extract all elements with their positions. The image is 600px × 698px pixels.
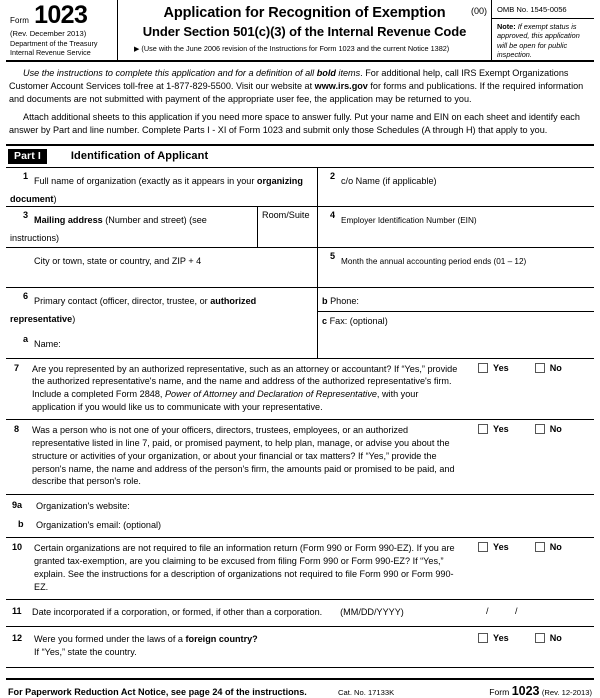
irs-website-text: www.irs.gov xyxy=(314,80,368,91)
line-7-text-italic: Power of Attorney and Declaration of Representative xyxy=(164,388,377,399)
line-7-yes-choice[interactable] xyxy=(478,363,509,373)
department-line-1: Department of the Treasury xyxy=(10,38,98,48)
intro-p1-part-a: Use the instructions to complete this application and for a definition of all xyxy=(23,68,317,78)
footer-form-identity xyxy=(443,684,594,698)
line-12-no-checkbox[interactable] xyxy=(535,633,545,643)
line-1-cell[interactable] xyxy=(6,168,318,206)
line-11-slash-1: / xyxy=(486,606,489,617)
line-7-yes-checkbox[interactable] xyxy=(478,363,488,373)
line-12-yes-label: Yes xyxy=(493,633,509,644)
line-6b-phone-cell[interactable] xyxy=(318,288,594,312)
line-1-number: 1 xyxy=(22,170,28,181)
line-7-no-checkbox[interactable] xyxy=(535,363,545,373)
line-2-label: c/o Name (if applicable) xyxy=(341,175,437,186)
room-suite-cell[interactable] xyxy=(258,207,318,247)
omb-number: OMB No. 1545-0056 xyxy=(492,0,594,19)
right-triangle-icon: ▶ xyxy=(134,46,140,54)
line-1-label xyxy=(10,176,303,204)
line-5-number: 5 xyxy=(329,250,335,261)
line-6b-letter: b xyxy=(322,295,328,306)
city-line-cell[interactable] xyxy=(6,248,318,287)
masthead-form-identity xyxy=(6,0,118,60)
line-6a-letter: a xyxy=(22,333,28,344)
form-masthead xyxy=(6,0,594,62)
line-8-yes-choice[interactable] xyxy=(478,424,509,434)
note-text: If exempt status is approved, this application will be open for public inspection. xyxy=(497,22,580,60)
line-6-label xyxy=(10,296,256,324)
line-11-text: Date incorporated if a corporation, or formed, if other than a corporation. xyxy=(32,607,323,618)
part-tag: Part I xyxy=(8,149,47,164)
line-9b-number: b xyxy=(18,519,24,530)
line-6-heading xyxy=(10,291,313,327)
intro-p1-part-b: items xyxy=(335,68,361,78)
line-12-yes-choice[interactable] xyxy=(478,633,509,643)
row-line-9a[interactable] xyxy=(6,495,594,517)
line-8-yes-label: Yes xyxy=(493,424,509,435)
line-10-yes-label: Yes xyxy=(493,542,509,553)
public-inspection-note xyxy=(492,19,594,60)
line-2-cell[interactable] xyxy=(318,168,594,206)
use-with-text: (Use with the June 2006 revision of the Instructions for Form 1023 and the current Notice 1382) xyxy=(141,44,450,54)
intro-p1-bold: bold xyxy=(316,68,336,78)
row-line-8 xyxy=(6,420,594,495)
part-title: Identification of Applicant xyxy=(70,150,209,163)
line-12-no-label: No xyxy=(549,633,562,644)
row-line-11[interactable] xyxy=(6,600,594,627)
line-3-label xyxy=(10,215,207,243)
line-3-number: 3 xyxy=(22,209,28,220)
line-6b-label: Phone: xyxy=(330,295,359,306)
line-6c-fax-cell[interactable] xyxy=(318,312,594,330)
line-12-text-bold: foreign country? xyxy=(185,634,258,645)
line-3-cell[interactable] xyxy=(6,207,258,247)
line-3-label-rest: (Number and street) (see instructions) xyxy=(10,214,207,243)
line-12-yes-no-group xyxy=(472,633,590,643)
line-8-yes-no-group xyxy=(472,424,590,434)
masthead-omb-block xyxy=(492,0,594,60)
note-label: Note: xyxy=(497,22,516,31)
line-10-yes-no-group xyxy=(472,542,590,552)
row-line-10 xyxy=(6,538,594,600)
line-8-text: Was a person who is not one of your officers, directors, trustees, employees, or an authorized representative listed in line 7, paid, or promised payment, to help plan, manage, or advise you about the structure or activities of your organization, or about your financial or tax matters? If “Yes,” provide the person's name, the name and address of the person's firm, the amounts paid or promised to be paid, and describe that person's role. xyxy=(32,425,455,487)
line-1-label-a: Full name of organization (exactly as it appears in your xyxy=(34,175,257,186)
footer-form-number: 1023 xyxy=(511,683,540,698)
intro-p1-part-d: for forms and publications. If the required information and documents are not submitted with payment of the appropriate user fee, the application may be returned to you. xyxy=(9,80,584,104)
row-line-6 xyxy=(6,288,594,359)
catalog-number: Cat. No. 17133K xyxy=(338,687,395,697)
line-8-yes-checkbox[interactable] xyxy=(478,424,488,434)
form-subtitle: Under Section 501(c)(3) of the Internal Revenue Code xyxy=(142,23,467,39)
line-11-slash-2: / xyxy=(515,606,518,617)
line-1-label-b: ) xyxy=(53,193,57,204)
form-number-line xyxy=(10,3,113,28)
line-10-number: 10 xyxy=(12,542,23,553)
line-12-yes-checkbox[interactable] xyxy=(478,633,488,643)
line-6a-name-row[interactable] xyxy=(10,334,313,352)
line-8-number: 8 xyxy=(14,424,20,435)
line-4-label: Employer Identification Number (EIN) xyxy=(341,215,477,225)
part-i-header xyxy=(6,144,594,168)
form-title: Application for Recognition of Exemption xyxy=(163,5,446,21)
paperwork-reduction-notice: For Paperwork Reduction Act Notice, see page 24 of the instructions. xyxy=(8,686,307,697)
line-7-text-b: , with your application if you would like us to communicate with your representative. xyxy=(32,388,419,412)
line-12-text-b: If “Yes,” state the country. xyxy=(34,647,137,658)
room-suite-label: Room/Suite xyxy=(262,209,310,220)
use-with-note xyxy=(122,44,487,53)
line-12-text-a: Were you formed under the laws of a xyxy=(34,634,186,645)
line-9a-number: 9a xyxy=(12,500,23,510)
form-word-label: Form xyxy=(10,16,30,25)
form-code: (00) xyxy=(470,6,487,16)
line-11-date-format: (MM/DD/YYYY) xyxy=(340,607,404,618)
line-7-yes-no-group xyxy=(472,363,590,373)
line-8-no-checkbox[interactable] xyxy=(535,424,545,434)
city-line-label: City or town, state or country, and ZIP + 4 xyxy=(34,255,202,266)
line-12-no-choice[interactable] xyxy=(535,633,562,643)
line-10-no-label: No xyxy=(549,542,562,553)
line-6-label-b: ) xyxy=(72,313,76,324)
form-number: 1023 xyxy=(34,1,88,29)
line-6-number: 6 xyxy=(22,290,28,301)
intro-paragraph-2: Attach additional sheets to this application if you need more space to answer fully. Put your name and EIN on each sheet and identify each answer by Part and line number. Complete Parts I - XI of Form 1023 and submit only those Schedules (A through H) that apply to you. xyxy=(9,111,580,135)
form-revision-date: (Rev. December 2013) xyxy=(10,29,87,38)
row-line-1-2 xyxy=(6,168,594,207)
line-7-text-a: Are you represented by an authorized representative, such as an attorney or accountant? If “Yes,” provide the authorized representative's name, and the name and address of the authorized representative's firm. Include a completed Form 2848, xyxy=(32,363,458,399)
line-6-right-cells xyxy=(318,288,594,358)
form-footer xyxy=(6,678,594,698)
line-10-yes-choice[interactable] xyxy=(478,542,509,552)
line-10-yes-checkbox[interactable] xyxy=(478,542,488,552)
line-11-text-wrap xyxy=(32,606,590,619)
line-7-no-label: No xyxy=(549,362,562,373)
line-6-label-a: Primary contact (officer, director, trustee, or xyxy=(34,295,211,306)
department-line-2: Internal Revenue Service xyxy=(10,47,91,57)
line-7-number: 7 xyxy=(14,362,20,373)
line-10-no-choice[interactable] xyxy=(535,542,562,552)
footer-form-revision: (Rev. 12-2013) xyxy=(541,687,592,697)
line-5-cell[interactable] xyxy=(318,248,594,287)
line-6c-letter: c xyxy=(322,315,328,326)
line-11-number: 11 xyxy=(12,606,22,617)
line-12-text xyxy=(34,633,472,658)
line-1-label-bold: organizing document xyxy=(10,175,303,204)
line-4-number: 4 xyxy=(329,209,335,220)
line-6c-label: Fax: (optional) xyxy=(329,315,388,326)
line-8-no-choice[interactable] xyxy=(535,424,562,434)
line-6-left-cell[interactable] xyxy=(6,288,318,358)
row-line-7 xyxy=(6,359,594,421)
row-line-12 xyxy=(6,627,594,667)
line-7-text xyxy=(32,363,472,414)
line-6-label-bold: authorized representative xyxy=(10,295,257,324)
masthead-title-block xyxy=(118,0,492,60)
line-8-no-label: No xyxy=(549,424,562,435)
line-9b-text: Organization's email: (optional) xyxy=(36,520,162,531)
row-line-9b[interactable] xyxy=(6,517,594,538)
line-5-label: Month the annual accounting period ends (01 – 12) xyxy=(341,256,527,266)
line-7-no-choice[interactable] xyxy=(535,363,562,373)
row-line-3-4 xyxy=(6,207,594,248)
line-12-number: 12 xyxy=(12,633,23,644)
intro-paragraph-1 xyxy=(9,67,591,106)
line-7-yes-label: Yes xyxy=(493,362,509,373)
footer-form-word: Form xyxy=(489,686,510,697)
row-city-line-5 xyxy=(6,248,594,288)
line-6a-label: Name: xyxy=(34,338,61,349)
intro-p1-part-c: . For additional help, call IRS Exempt Organizations Customer Account Services toll-free at 1-877-829-5500. Visit our website at xyxy=(9,68,569,91)
line-4-cell[interactable] xyxy=(318,207,594,247)
line-2-number: 2 xyxy=(329,170,335,181)
line-9a-text: Organization's website: xyxy=(36,501,130,511)
intro-instructions xyxy=(6,62,594,137)
line-10-no-checkbox[interactable] xyxy=(535,542,545,552)
line-10-text: Certain organizations are not required to file an information return (Form 990 or Form 990-EZ). If you are granted tax-exemption, are you claiming to be excused from filing Form 990 or Form 990-EZ? If “Yes,” explain. See the instructions for a description of organizations not required to file Form 990 or Form 990-EZ. xyxy=(34,543,455,592)
line-3-label-bold: Mailing address xyxy=(34,214,103,225)
